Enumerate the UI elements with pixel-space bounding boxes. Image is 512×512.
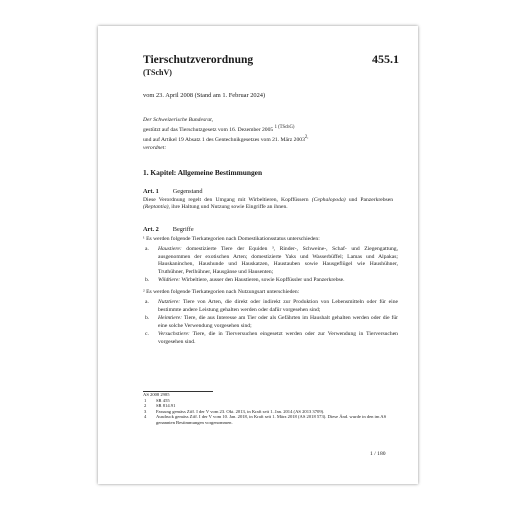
preamble-basis-1: gestützt auf das Tierschutzgesetz vom 16. Dezember 2005 $^{1 (TSchG)}$	[143, 125, 295, 134]
list-item: c. Versuchstiere: Tiere, die in Tierversuchen eingesetzt werden oder zur Verwendung in Tierversuchen vorgesehen sind.	[145, 331, 398, 345]
article-1	[143, 188, 393, 212]
list-item: a. Haustiere: domestizierte Tiere der Equiden ³, Rinder-, Schweine-, Schaf- und Ziegengattung, ausgenommen der exotischen Arten; domestizierte Yaks und Wasserbüffel; Lamas und Alpakas; Hauskaninchen, Haushunde und Hauskatzen, Haustauben sowie Hausgeflügel wie Haushühner, Truthühner, Perlhühner, Hausgänse und Hausenten;	[145, 246, 398, 275]
article-1-heading: Art. 1 Gegenstand	[143, 188, 203, 195]
article-2-heading: Art. 2 Begriffe	[143, 226, 194, 233]
article-2	[143, 226, 398, 347]
article-2-para-2: ² Es werden folgende Tierkategorien nach Nutzungsart unterschieden:	[143, 288, 300, 295]
article-2-para-1: ¹ Es werden folgende Tierkategorien nach Domestikationsstatus unterschieden:	[143, 236, 320, 242]
article-2-list-2	[143, 299, 398, 346]
article-1-text: Diese Verordnung regelt den Umgang mit Wirbeltieren, Kopffüssern (Cephalopoda) und Panzerkrebsen (Reptantia), ihre Haltung und Nutzung sowie Eingriffe an ihnen.	[143, 197, 393, 211]
footnote-ref-2[interactable]: 2,	[304, 135, 309, 141]
preamble	[143, 117, 393, 152]
date-line: vom 23. April 2008 (Stand am 1. Februar 2024)	[143, 92, 266, 99]
article-2-list-1	[143, 246, 398, 285]
footnote: 4 Ausdruck gemäss Ziff. I der V vom 10. Jan. 2018, in Kraft seit 1. März 2018 (AS 2018 573). Diese Änd. wurde in den im AS genannten Bestimmungen vorgenommen.	[144, 414, 387, 425]
footnotes	[143, 392, 393, 426]
chapter-heading: 1. Kapitel: Allgemeine Bestimmungen	[143, 168, 263, 177]
document-title: Tierschutzverordnung	[143, 54, 254, 66]
document-abbreviation: (TSchV)	[143, 68, 172, 77]
document-page	[98, 26, 418, 484]
footnote: 2 SR 814.91	[144, 403, 176, 409]
preamble-basis-2: und auf Artikel 19 Absatz 1 des Gentechnikgesetzes vom 21. März $2003^{2,}$	[143, 135, 309, 144]
preamble-verb: verordnet:	[143, 144, 167, 151]
footnote: 3 Fassung gemäss Ziff. I der V vom 23. Okt. 2013, in Kraft seit 1. Jan. 2014 (AS 2013 3709).	[144, 408, 325, 414]
footnote-source-ref: AS 2008 2985	[143, 392, 170, 397]
page-number: 1 / 180	[370, 451, 386, 457]
list-item: a. Nutztiere: Tiere von Arten, die direkt oder indirekt zur Produktion von Lebensmitteln oder für eine bestimmte andere Leistung gehalten werden oder dafür vorgesehen sind;	[145, 299, 398, 313]
footnote-ref-1[interactable]: 1 (TSchG)	[274, 125, 295, 131]
footnote: 1 SR 455	[144, 397, 170, 403]
preamble-authority: Der Schweizerische Bundesrat,	[143, 117, 214, 123]
list-item: b. Heimtiere: Tiere, die aus Interesse am Tier oder als Gefährten im Haushalt gehalten werden oder die für eine solche Verwendung vorgesehen sind;	[145, 315, 398, 329]
document-number: 455.1	[372, 52, 399, 66]
list-item: b. Wildtiere: Wirbeltiere, ausser den Haustieren, sowie Kopffüssler und Panzerkrebse.	[145, 277, 345, 284]
